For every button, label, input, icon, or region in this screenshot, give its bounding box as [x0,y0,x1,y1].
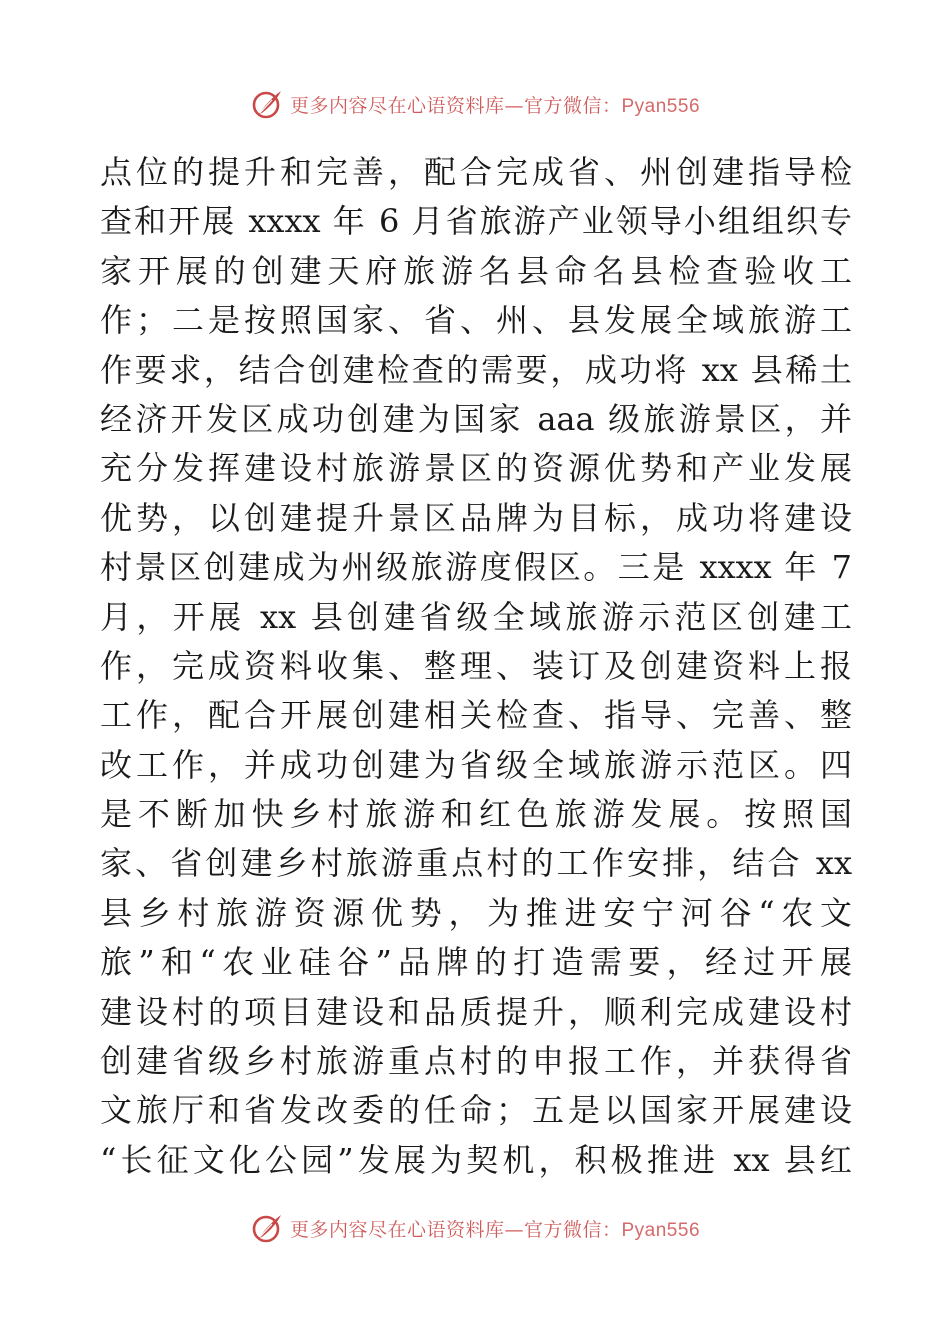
text-line: 工作，配合开展创建相关检查、指导、完善、整 [100,696,852,735]
text-line: “长征文化公园”发展为契机，积极推进 xx 县红 [100,1140,852,1179]
text-line: 创建省级乡村旅游重点村的申报工作，并获得省 [100,1042,852,1081]
text-line: 是不断加快乡村旅游和红色旅游发展。按照国 [100,795,852,834]
text-line: 查和开展 xxxx 年 6 月省旅游产业领导小组组织专 [100,202,852,241]
text-line: 县乡村旅游资源优势，为推进安宁河谷“农文 [100,893,852,932]
text-line: 家、省创建乡村旅游重点村的工作安排，结合 xx [100,844,852,883]
text-line: 改工作，并成功创建为省级全域旅游示范区。四 [100,745,852,784]
watermark-text: 更多内容尽在心语资料库—官方微信：Pyan556 [289,1218,701,1241]
document-body [100,148,852,1188]
text-line: 文旅厅和省发改委的任命；五是以国家开展建设 [100,1091,852,1130]
text-line: 家开展的创建天府旅游名县命名县检查验收工 [100,251,852,290]
quill-pen-logo-icon [250,87,284,121]
footer-watermark [0,1208,950,1248]
text-line: 旅”和“农业硅谷”品牌的打造需要，经过开展 [100,943,852,982]
quill-pen-logo-icon [250,1211,284,1245]
text-line: 建设村的项目建设和品质提升，顺利完成建设村 [100,992,852,1031]
text-line: 经济开发区成功创建为国家 aaa 级旅游景区，并 [100,399,852,438]
text-line: 作要求，结合创建检查的需要，成功将 xx 县稀土 [100,350,852,389]
header-watermark [0,84,950,124]
text-line: 作；二是按照国家、省、州、县发展全域旅游工 [100,301,852,340]
text-line: 优势，以创建提升景区品牌为目标，成功将建设 [100,498,852,537]
text-line: 点位的提升和完善，配合完成省、州创建指导检 [100,153,852,191]
text-line: 月，开展 xx 县创建省级全域旅游示范区创建工 [100,597,852,636]
watermark-text: 更多内容尽在心语资料库—官方微信：Pyan556 [289,94,701,117]
text-line: 作，完成资料收集、整理、装订及创建资料上报 [100,646,852,685]
text-line: 村景区创建成为州级旅游度假区。三是 xxxx 年 7 [100,548,852,587]
text-line: 充分发挥建设村旅游景区的资源优势和产业发展 [100,449,852,488]
